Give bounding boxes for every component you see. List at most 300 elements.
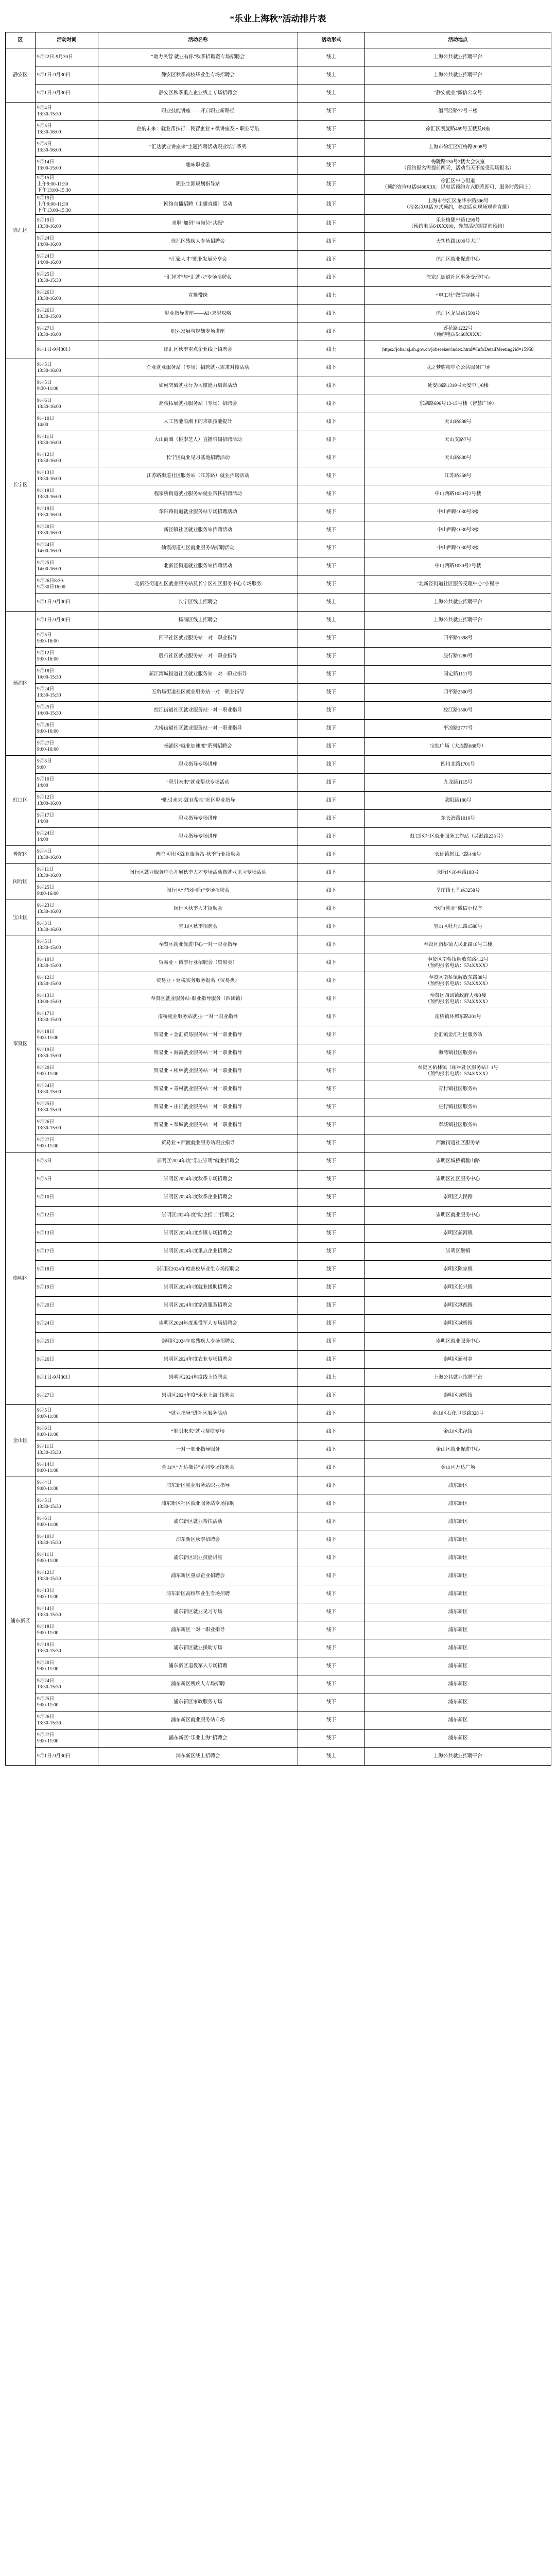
time-cell-line: 13:30-16:00 [37, 224, 61, 229]
time-cell-line: 9:00-16:00 [37, 657, 59, 662]
activity-name-cell [98, 575, 298, 594]
header-row [6, 32, 551, 48]
time-cell [36, 1657, 98, 1675]
activity-name-cell [98, 1098, 298, 1116]
time-cell-line: 13:30-16:00 [37, 332, 61, 337]
activity-name-cell-line: 闵行区秋季人才招聘会 [173, 906, 222, 911]
location-cell [365, 575, 551, 594]
time-cell [36, 1693, 98, 1711]
time-cell-line: 9月5日 [37, 633, 52, 638]
activity-form-cell: 线下 [298, 720, 365, 738]
activity-name-cell-line: 长宁区线上招聘会 [178, 600, 218, 605]
time-cell [36, 630, 98, 648]
time-cell-line: 9:00-11:00 [37, 1414, 59, 1419]
activity-name-cell-line: 程家桥街道就业服务站就业帮扶招聘活动 [153, 492, 242, 497]
activity-name-cell-line: 崇明区2024年度乡镇专场招聘会 [163, 1231, 232, 1236]
activity-form-cell: 线下 [298, 1297, 365, 1315]
district-cell: 虹口区 [6, 756, 36, 846]
activity-name-cell [98, 287, 298, 305]
table-row [6, 810, 551, 828]
district-cell: 静安区 [6, 48, 36, 103]
header-location: 活动地点 [365, 32, 551, 48]
activity-name-cell-line: 企航未来：就业帮扶行—民营企业 + 微讲座及 + 职业导航 [136, 127, 259, 132]
time-cell-line: 9月13日 [37, 1231, 55, 1236]
activity-form-cell: 线上 [298, 594, 365, 612]
activity-name-cell-line: 浦东新区职业技能讲座 [173, 1555, 222, 1561]
time-cell-line: 9月10日 [37, 1534, 55, 1539]
activity-form-cell: 线下 [298, 1441, 365, 1459]
activity-name-cell-line: 职业指导专场讲座 [178, 834, 218, 839]
time-cell [36, 431, 98, 449]
time-cell-line: 9月27日 [37, 1138, 55, 1143]
time-cell-line: 9月27日 [37, 1393, 55, 1398]
activity-form-cell: 线下 [298, 774, 365, 792]
location-cell [365, 1026, 551, 1044]
activity-form-cell: 线下 [298, 1711, 365, 1730]
location-cell-line: 浦东新区 [448, 1646, 468, 1651]
table-row [6, 1026, 551, 1044]
activity-name-cell-line: 杨浦区“就业加速度”系列招聘会 [164, 744, 232, 749]
location-cell [365, 287, 551, 305]
activity-name-cell [98, 1513, 298, 1531]
table-row [6, 1351, 551, 1369]
table-row [6, 1333, 551, 1351]
location-cell-line: 上海公共就业招聘平台 [433, 600, 482, 605]
activity-form-cell: 线下 [298, 1657, 365, 1675]
header-name: 活动名称 [98, 32, 298, 48]
location-cell-line: 上海公共就业招聘平台 [433, 73, 482, 78]
location-cell-line: 平凉路2777号 [443, 726, 473, 731]
time-cell [36, 1585, 98, 1603]
time-cell-line: 9月10日 [37, 777, 55, 782]
table-row [6, 215, 551, 233]
activity-form-cell: 线上 [298, 612, 365, 630]
time-cell [36, 864, 98, 882]
time-cell-line: 13:30-16:00 [37, 368, 61, 374]
location-cell [365, 1657, 551, 1675]
location-cell [365, 139, 551, 157]
activity-name-cell-line: 如何突破就业行为习惯能力培训活动 [159, 383, 237, 388]
location-cell [365, 195, 551, 215]
time-cell [36, 1189, 98, 1207]
time-cell-line: 9月6日 [37, 1426, 52, 1431]
activity-name-cell-line: 浦东新区就业帮扶活动 [173, 1519, 222, 1524]
district-cell: 徐汇区 [6, 103, 36, 359]
location-cell [365, 648, 551, 666]
activity-name-cell-line: 贸易业 + 柘林就业服务站一对一职业指导 [153, 1069, 242, 1074]
location-cell-line: （预约咨询电话6486X3X：以电话预约方式联系即可，服务时段同上） [382, 185, 534, 190]
time-cell-line: 14:00 [37, 819, 48, 824]
location-cell-line: 浦东新区 [448, 1609, 468, 1615]
table-row [6, 1711, 551, 1730]
activity-form-cell: 线下 [298, 1693, 365, 1711]
activity-name-cell [98, 1423, 298, 1441]
time-cell [36, 1062, 98, 1080]
activity-form-cell: 线下 [298, 1098, 365, 1116]
table-row [6, 1098, 551, 1116]
activity-name-cell [98, 413, 298, 431]
activity-name-cell [98, 1549, 298, 1567]
activity-name-cell [98, 195, 298, 215]
activity-name-cell [98, 1748, 298, 1766]
time-cell [36, 1080, 98, 1098]
time-cell [36, 918, 98, 936]
time-cell-line: 9月17日 [37, 1249, 55, 1254]
location-cell [365, 377, 551, 395]
table-row [6, 287, 551, 305]
activity-name-cell-line: 崇明区2024年度秋季企业招聘会 [163, 1195, 232, 1200]
location-cell [365, 1351, 551, 1369]
time-cell [36, 1459, 98, 1477]
table-row [6, 594, 551, 612]
activity-name-cell-line: 崇明区2024年度“乐业上海”招聘会 [161, 1393, 235, 1398]
time-cell [36, 269, 98, 287]
table-row [6, 1261, 551, 1279]
time-cell [36, 341, 98, 359]
activity-name-cell-line: “职引未来”就业帮扶专场 [171, 1429, 225, 1434]
time-cell [36, 449, 98, 467]
activity-name-cell [98, 702, 298, 720]
activity-name-cell-line: 贸易业 + 庄行就业服务站一对一职业指导 [153, 1105, 242, 1110]
time-cell-line: 9月26日8:30- [37, 579, 65, 584]
activity-form-cell: 线下 [298, 630, 365, 648]
activity-name-cell [98, 1477, 298, 1495]
activity-form-cell: 线下 [298, 1134, 365, 1153]
table-row [6, 972, 551, 990]
time-cell-line: 9月3日 [37, 921, 52, 926]
activity-name-cell [98, 66, 298, 84]
location-cell-line: 天钥桥路1000号大厅 [436, 239, 480, 244]
time-cell [36, 1207, 98, 1225]
time-cell-line: 14:00-16:00 [37, 549, 61, 554]
time-cell-line: 9月1日-9月30日 [37, 1754, 71, 1759]
activity-form-cell: 线下 [298, 864, 365, 882]
time-cell [36, 1243, 98, 1261]
location-cell [365, 359, 551, 377]
location-cell [365, 882, 551, 900]
location-cell-line: 殷行路1280号 [443, 654, 473, 659]
activity-name-cell [98, 1351, 298, 1369]
location-cell-line: 奉贤区南桥镇解放东路412号 [427, 957, 489, 962]
time-cell-line: 9月24日 [37, 543, 55, 548]
time-cell-line: 9月5日 [37, 1177, 52, 1182]
activity-name-cell [98, 1531, 298, 1549]
time-cell-line: 13:30-15:00 [37, 1018, 61, 1023]
activity-name-cell-line: 普陀区社区就业服务站·秋季行业招聘会 [155, 852, 240, 857]
location-cell-line: 徐汇区凯旋路469号五楼及B座 [425, 127, 491, 132]
location-cell [365, 612, 551, 630]
time-cell-line: 13:30-15:30 [37, 1613, 61, 1618]
activity-name-cell-line: 崇明区2024年度就业援助招聘会 [163, 1285, 232, 1290]
activity-name-cell [98, 1405, 298, 1423]
activity-form-cell: 线下 [298, 1062, 365, 1080]
activity-form-cell: 线下 [298, 557, 365, 575]
activity-name-cell-line: 北新泾街道就业服务站招聘活动 [163, 564, 232, 569]
activity-form-cell: 线下 [298, 990, 365, 1008]
district-cell: 长宁区 [6, 359, 36, 612]
activity-form-cell: 线下 [298, 1189, 365, 1207]
time-cell-line: 9月4日 [37, 849, 52, 854]
activity-name-cell [98, 1279, 298, 1297]
activity-name-cell [98, 954, 298, 972]
activity-name-cell [98, 233, 298, 251]
table-row [6, 1225, 551, 1243]
table-row [6, 1621, 551, 1639]
district-cell: 闵行区 [6, 864, 36, 900]
activity-form-cell: 线下 [298, 431, 365, 449]
time-cell-line: 9:00-11:00 [37, 1072, 59, 1077]
activity-form-cell: 线下 [298, 1171, 365, 1189]
activity-name-cell [98, 269, 298, 287]
time-cell-line: 9月1日-9月30日 [37, 347, 71, 352]
time-cell-line: 9:00-11:00 [37, 1739, 59, 1744]
time-cell-line: 9月19日 [37, 1642, 55, 1648]
time-cell [36, 1549, 98, 1567]
location-cell-line: 海湾镇社区服务站 [438, 1050, 478, 1056]
activity-name-cell [98, 1387, 298, 1405]
activity-name-cell [98, 1333, 298, 1351]
activity-form-cell: 线下 [298, 1405, 365, 1423]
time-cell [36, 972, 98, 990]
district-cell: 普陀区 [6, 846, 36, 864]
time-cell-line: 9月11日 [37, 1552, 54, 1557]
table-row [6, 233, 551, 251]
table-row [6, 1116, 551, 1134]
time-cell-line: 13:30-15:30 [37, 1504, 61, 1510]
activity-name-cell-line: 一对一职业指导服务 [176, 1447, 220, 1452]
activity-name-cell [98, 377, 298, 395]
location-cell [365, 1441, 551, 1459]
location-cell-line: “闵行就业”微信小程序 [433, 906, 482, 911]
activity-name-cell [98, 774, 298, 792]
activity-name-cell-line: 贸易业 + 青村就业服务站一对一职业指导 [153, 1087, 242, 1092]
activity-form-cell: 线上 [298, 84, 365, 103]
activity-name-cell [98, 972, 298, 990]
activity-name-cell-line: 高校拓展就业服务站（专场）招聘会 [159, 401, 237, 406]
activity-name-cell [98, 828, 298, 846]
activity-form-cell: 线上 [298, 287, 365, 305]
location-cell-line: 国定路1111号 [443, 672, 473, 677]
time-cell [36, 648, 98, 666]
activity-form-cell: 线上 [298, 1369, 365, 1387]
time-cell [36, 1333, 98, 1351]
table-row [6, 1603, 551, 1621]
activity-form-cell: 线下 [298, 882, 365, 900]
activity-name-cell-line: 大山商圈（桃李芝人）直播带岗招聘活动 [153, 437, 242, 443]
location-cell [365, 1693, 551, 1711]
activity-form-cell: 线下 [298, 684, 365, 702]
table-body [6, 48, 551, 1766]
activity-form-cell: 线下 [298, 323, 365, 341]
location-cell [365, 1116, 551, 1134]
time-cell-line: 13:30-15:30 [37, 1721, 61, 1726]
location-cell-line: 西渡街道社区服务站 [436, 1141, 480, 1146]
activity-name-cell [98, 1639, 298, 1657]
time-cell [36, 467, 98, 485]
activity-form-cell: 线下 [298, 103, 365, 121]
location-cell-line: 崇明区城桥镇 [443, 1393, 473, 1398]
time-cell-line: 9:00-16:00 [37, 729, 59, 734]
location-cell [365, 413, 551, 431]
location-cell [365, 1008, 551, 1026]
table-row [6, 359, 551, 377]
header-time: 活动时间 [36, 32, 98, 48]
time-cell-line: 9:00-11:00 [37, 1558, 59, 1564]
time-cell-line: 9月24日 [37, 1321, 55, 1326]
activity-name-cell-line: 浦东新区就业服务站专场 [171, 1718, 225, 1723]
time-cell [36, 157, 98, 175]
time-cell-line: 9月5日 [37, 362, 52, 367]
time-cell-line: 13:30-16:00 [37, 531, 61, 536]
time-cell-line: 9:00-11:00 [37, 1486, 59, 1492]
table-row [6, 557, 551, 575]
location-cell [365, 1261, 551, 1279]
time-cell-line: 13:30-15:30 [37, 278, 61, 283]
activity-name-cell-line: 静安区秋季高校毕业生专场招聘会 [161, 73, 235, 78]
time-cell [36, 503, 98, 521]
table-row [6, 918, 551, 936]
activity-name-cell-line: “汇智才”与“汇就业”专场招聘会 [164, 275, 232, 280]
table-row [6, 1657, 551, 1675]
table-row [6, 395, 551, 413]
activity-form-cell: 线下 [298, 539, 365, 557]
time-cell-line: 9:30-11:00 [37, 386, 59, 392]
activity-form-cell: 线下 [298, 1333, 365, 1351]
location-cell [365, 121, 551, 139]
time-cell [36, 1675, 98, 1693]
activity-name-cell [98, 1693, 298, 1711]
activity-form-cell: 线下 [298, 702, 365, 720]
time-cell [36, 323, 98, 341]
activity-name-cell-line: 崇明区2024年度退役军人专场招聘会 [159, 1321, 237, 1326]
time-cell-line: 13:30-16:00 [37, 477, 61, 482]
time-cell [36, 305, 98, 323]
time-cell-line: 9月27日 [37, 1733, 55, 1738]
location-cell-line: 天山路880号 [444, 455, 472, 461]
location-cell [365, 1080, 551, 1098]
location-cell-line: 龙之梦购物中心公共服务广场 [426, 365, 490, 370]
table-row [6, 503, 551, 521]
activity-form-cell: 线下 [298, 1513, 365, 1531]
table-row [6, 1730, 551, 1748]
table-row [6, 48, 551, 66]
activity-name-cell-line: “助力民营 就业有你”秋季招聘暨专场招聘会 [151, 55, 245, 60]
activity-name-cell [98, 882, 298, 900]
time-cell-line: 上午9:00-11:30 [37, 182, 68, 187]
time-cell-line: 9月1日-9月30日 [37, 91, 71, 96]
activity-form-cell: 线下 [298, 756, 365, 774]
activity-form-cell: 线下 [298, 485, 365, 503]
time-cell [36, 1171, 98, 1189]
activity-name-cell-line: 宝山区秋季招聘会 [178, 924, 218, 929]
activity-name-cell-line: 金山区“万达推荐”系列专场招聘会 [161, 1465, 235, 1470]
time-cell-line: 13:30-16:00 [37, 440, 61, 446]
activity-name-cell [98, 1657, 298, 1675]
table-row [6, 1441, 551, 1459]
activity-name-cell-line: 华阳路街道就业服务站专场招聘活动 [159, 510, 237, 515]
time-cell-line: 9月26日 [37, 723, 55, 728]
time-cell-line: 9:00-11:00 [37, 1144, 59, 1149]
activity-name-cell-line: 浦东新区就业服务站职业指导 [166, 1483, 230, 1488]
activity-name-cell-line: “汇达就业讲座来”主题招聘活动职业培训系列 [149, 145, 247, 150]
location-cell-line: 崇明区新河镇 [443, 1231, 473, 1236]
location-cell [365, 103, 551, 121]
activity-name-cell-line: 浦东新区一对一职业指导 [171, 1628, 225, 1633]
time-cell-line: 9月25日 [37, 561, 55, 566]
location-cell-line: 浦东新区 [448, 1628, 468, 1633]
location-cell [365, 792, 551, 810]
location-cell-line: 上海市徐汇区龙华中路596号 [427, 199, 489, 204]
table-row [6, 864, 551, 882]
activity-name-cell-line: 浦东新区社区就业服务站专场招聘 [161, 1501, 235, 1506]
time-cell-line: 9月24日 [37, 1083, 55, 1089]
activity-form-cell: 线下 [298, 1730, 365, 1748]
activity-name-cell [98, 1603, 298, 1621]
time-cell-line: 9月26日 [37, 1715, 55, 1720]
time-cell-line: 9月4日 [37, 1480, 52, 1485]
table-row [6, 84, 551, 103]
time-cell [36, 395, 98, 413]
table-row [6, 485, 551, 503]
location-cell-line: （预约报名电话：574XXXX） [425, 999, 491, 1005]
activity-name-cell [98, 1261, 298, 1279]
location-cell [365, 269, 551, 287]
time-cell [36, 1279, 98, 1297]
time-cell [36, 48, 98, 66]
activity-name-cell-line: 新江湾城街道社区就业服务站一对一职业指导 [149, 672, 247, 677]
location-cell-line: 浦东新区 [448, 1664, 468, 1669]
location-cell [365, 1153, 551, 1171]
location-cell-line: （预约电话5460XXXX） [431, 332, 485, 337]
activity-form-cell: 线上 [298, 1748, 365, 1766]
time-cell-line: 9月18日 [37, 1267, 55, 1272]
time-cell-line: 9月18日 [37, 1029, 55, 1035]
time-cell-line: 9月17日 [37, 813, 55, 818]
activity-name-cell-line: 企业就业服务站（专场）招聘就业需求对接活动 [146, 365, 250, 370]
time-cell-line: 9月25日 [37, 1101, 55, 1107]
time-cell-line: 9:00-11:00 [37, 1703, 59, 1708]
activity-name-cell [98, 1730, 298, 1748]
time-cell [36, 720, 98, 738]
activity-name-cell [98, 251, 298, 269]
activity-form-cell: 线下 [298, 810, 365, 828]
activity-name-cell [98, 175, 298, 195]
activity-name-cell-line: 职业指导讲座——AI+求职攻略 [164, 311, 232, 316]
location-cell-line: 乐业梅陇中路1296号 [436, 218, 480, 223]
time-cell [36, 84, 98, 103]
time-cell [36, 882, 98, 900]
location-cell-line: 浦东新区 [448, 1591, 468, 1597]
time-cell [36, 215, 98, 233]
activity-form-cell: 线下 [298, 1621, 365, 1639]
activity-name-cell-line: 贸易业 + 海湾就业服务站一对一职业指导 [153, 1050, 242, 1056]
activity-form-cell: 线下 [298, 846, 365, 864]
table-row [6, 1387, 551, 1405]
time-cell-line: 9月17日 [37, 1011, 55, 1016]
activity-name-cell [98, 1297, 298, 1315]
time-cell [36, 936, 98, 954]
activity-name-cell-line: 浦东新区高校毕业生专场招聘 [166, 1591, 230, 1597]
table-row [6, 1748, 551, 1766]
time-cell [36, 1567, 98, 1585]
time-cell [36, 1225, 98, 1243]
location-cell-line: 宝山区牡丹江路1588号 [433, 924, 482, 929]
time-cell [36, 1134, 98, 1153]
time-cell-line: 9月1日-9月30日 [37, 618, 71, 623]
location-cell-line: 上海市徐汇区虹梅路2008号 [428, 145, 488, 150]
time-cell [36, 1513, 98, 1531]
activity-form-cell: 线下 [298, 395, 365, 413]
